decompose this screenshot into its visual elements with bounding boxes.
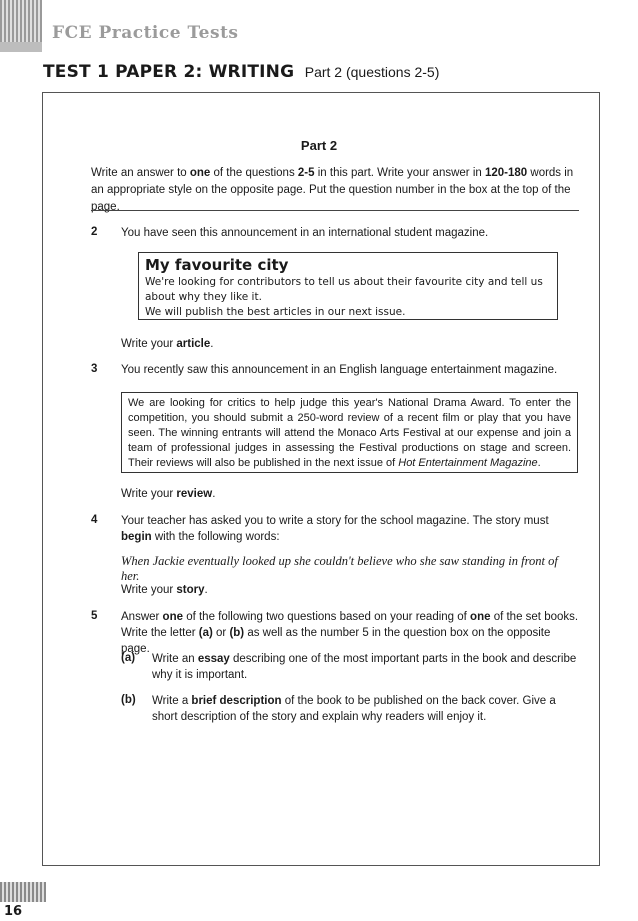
option-a-text: [152, 651, 579, 683]
task-text: Write your: [121, 488, 177, 500]
option-b-label: (b): [121, 694, 136, 706]
task-type: essay: [197, 653, 230, 665]
task-text: Write your: [121, 584, 177, 596]
question-emphasis: (b): [229, 627, 245, 639]
question-emphasis: one: [470, 611, 491, 623]
announcement-box-1: [138, 252, 558, 320]
header-barcode-graphic: [0, 0, 42, 52]
intro-emphasis: 2-5: [297, 167, 315, 179]
intro-text: Write an answer to: [91, 167, 190, 179]
instructions: [91, 165, 579, 216]
question-4-number: 4: [91, 514, 98, 526]
task-type: brief description: [191, 695, 282, 707]
announcement-body: We are looking for critics to help judge this year's National Drama Award. To enter the competition, you should submit a 250-word review of a recent film or play that you have seen. The winning entrants will attend the Monaco Arts Festival at our expense and join a team of professional judges in assessing the Festival productions on stage and screen. Their reviews will also be published in the next issue of: [128, 397, 571, 469]
test-subtitle: Part 2 (questions 2-5): [304, 64, 440, 80]
magazine-name: Hot Entertainment Magazine: [398, 457, 538, 469]
intro-text: in this part. Write your answer in: [314, 167, 485, 179]
part-title: Part 2: [300, 138, 338, 153]
task-type: review: [176, 488, 213, 500]
question-text: Your teacher has asked you to write a story for the school magazine. The story must: [121, 515, 549, 527]
test-title: TEST 1 PAPER 2: WRITING: [43, 62, 295, 82]
announcement-body: We will publish the best articles in our next issue.: [145, 306, 406, 318]
announcement-body: We're looking for contributors to tell us about their favourite city and tell us about why they like it.: [145, 276, 543, 303]
page-heading: [43, 62, 439, 82]
question-2-task: [121, 336, 579, 352]
divider: [91, 210, 579, 211]
question-text: of the following two questions based on your reading of: [183, 611, 471, 623]
question-4-task: [121, 582, 579, 598]
option-text: of the book to be published on the back cover. Give a short description of the story and explain why readers will enjoy it.: [152, 695, 556, 723]
task-type: article: [176, 338, 211, 350]
intro-emphasis: 120-180: [484, 167, 528, 179]
question-text: as well as the number 5 in the question box on the opposite page.: [121, 627, 551, 655]
question-emphasis: begin: [121, 531, 152, 543]
option-text: Write a: [152, 695, 192, 707]
question-2-text: You have seen this announcement in an international student magazine.: [121, 227, 489, 239]
question-text: with the following words:: [151, 531, 280, 543]
footer-barcode-graphic: [0, 882, 46, 902]
task-type: story: [176, 584, 205, 596]
option-text: describing one of the most important parts in the book and describe why it is important.: [152, 653, 577, 681]
task-text: .: [204, 584, 208, 596]
question-2-number: 2: [91, 226, 98, 238]
option-text: Write an: [152, 653, 198, 665]
question-emphasis: one: [162, 611, 183, 623]
question-5-text: [121, 609, 579, 657]
task-text: Write your: [121, 338, 177, 350]
question-5-number: 5: [91, 610, 98, 622]
intro-text: words in an appropriate style on the opposite page. Put the question number in the box at the top of the page.: [91, 167, 574, 213]
intro-emphasis: one: [189, 167, 211, 179]
question-emphasis: (a): [198, 627, 213, 639]
question-text: Answer: [121, 611, 163, 623]
option-b-text: [152, 693, 579, 725]
intro-text: of the questions: [210, 167, 298, 179]
announcement-title: My favourite city: [145, 256, 289, 274]
question-text: or: [212, 627, 230, 639]
question-3-task: [121, 486, 579, 502]
question-text: of the set books. Write the letter: [121, 611, 579, 639]
task-text: .: [210, 338, 214, 350]
task-text: .: [212, 488, 216, 500]
question-3-number: 3: [91, 363, 98, 375]
page-number: 16: [4, 904, 23, 919]
option-a-label: (a): [121, 652, 136, 664]
question-4-text: [121, 513, 579, 545]
series-title: FCE Practice Tests: [52, 23, 239, 43]
announcement-box-2: [121, 392, 578, 473]
announcement-body: .: [537, 457, 541, 469]
story-opening-quote: When Jackie eventually looked up she couldn't believe who she saw standing in front of her.: [121, 554, 558, 583]
question-3-text: You recently saw this announcement in an English language entertainment magazine.: [121, 364, 558, 376]
